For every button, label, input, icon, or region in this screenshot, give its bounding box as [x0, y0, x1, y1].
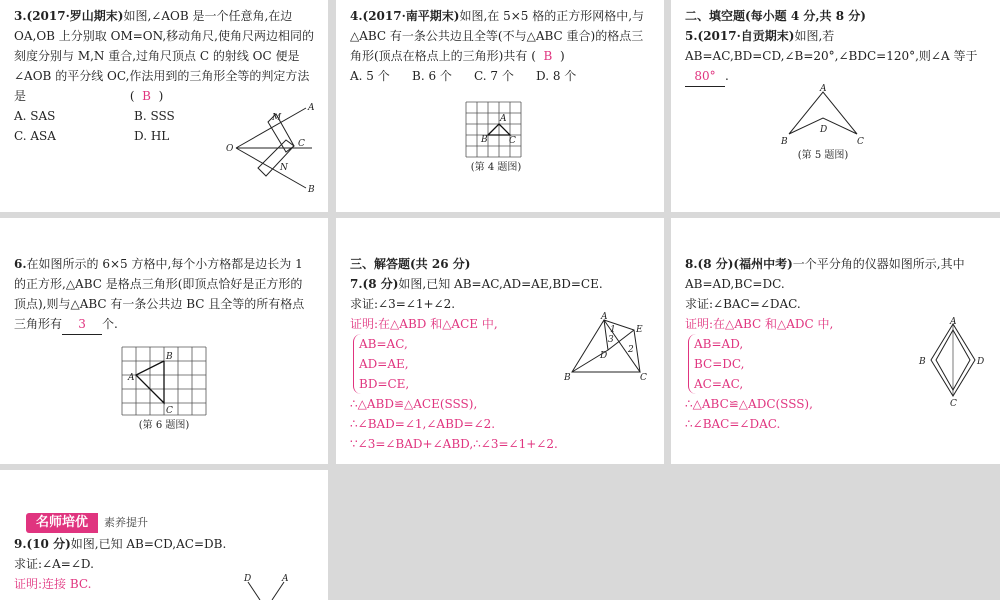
svg-text:C: C [857, 137, 864, 147]
svg-text:C: C [509, 136, 516, 146]
question-5-answer: 80° [685, 66, 725, 87]
question-3-text: 3.(2017·罗山期末)如图,∠AOB 是一个任意角,在边 OA,OB 上分别取 OM=ON,移动角尺,使角尺两边相同的刻度分别与 M,N 重合,过角尺顶点 C 的射线 OC 便是∠AOB 的平分线 OC,作法用到的三角形全等的判定方法是 ( B ) [14, 9, 314, 103]
question-7-panel: 三、解答题(共 26 分) 7.(8 分)如图,已知 AB=AC,AD=AE,BD=CE. 求证:∠3=∠1+∠2. 证明:在△ABD 和△ACE 中, AB=AC, AD=AE, BD=CE, ∴△ABD≌△ACE(SSS), ∴∠BAD=∠1,∠ABD=∠2. ∵∠3=∠BAD+∠ABD,∴∠3=∠1+∠2. A E 1 3 D 2 B C [336, 218, 664, 464]
svg-text:D: D [820, 125, 828, 135]
svg-text:D: D [977, 357, 985, 367]
svg-text:D: D [244, 574, 252, 584]
question-4-grid-figure [464, 100, 524, 160]
label-c: C [298, 139, 305, 149]
label-n: N [280, 163, 288, 173]
question-9-figure [238, 572, 298, 600]
svg-text:C: C [166, 406, 173, 416]
svg-text:A: A [950, 317, 957, 327]
question-6-text: 6.在如图所示的 6×5 方格中,每个小方格都是边长为 1 的正方形,△ABC 是格点三角形(即顶点恰好是正方形的顶点),则与△ABC 有一条公共边 BC 且全等的所有格点三角形有 3 个. [14, 254, 314, 335]
question-5-figure [779, 82, 869, 148]
svg-text:3: 3 [608, 335, 614, 345]
svg-text:A: A [128, 373, 135, 383]
section-fill-in-title: 二、填空题(每小题 4 分,共 8 分) [685, 9, 866, 23]
svg-text:E: E [636, 325, 643, 335]
label-m: M [272, 113, 282, 123]
svg-text:A: A [500, 114, 507, 124]
svg-text:D: D [600, 351, 608, 361]
question-6-answer: 3 [62, 314, 102, 335]
question-6-grid-figure [120, 345, 208, 417]
question-4-answer: B [543, 49, 553, 63]
option-b: B. SSS [134, 109, 175, 123]
svg-text:C: C [950, 399, 957, 408]
question-3-answer: B [142, 89, 151, 103]
question-8-panel: 8.(8 分)(福州中考)一个平分角的仪器如图所示,其中 AB=AD,BC=DC. 求证:∠BAC=∠DAC. 证明:在△ABC 和△ADC 中, AB=AD, BC=DC, AC=AC, ∴△ABC≌△ADC(SSS), ∴∠BAC=∠DAC. A B D C [671, 218, 1000, 464]
label-o: O [226, 144, 234, 154]
teacher-tip-badge: 名师培优 [26, 513, 98, 533]
question-8-proof: 证明:在△ABC 和△ADC 中, AB=AD, BC=DC, AC=AC, ∴△ABC≌△ADC(SSS), ∴∠BAC=∠DAC. [685, 314, 986, 434]
question-5-caption: (第 5 题图) [797, 150, 849, 161]
question-5-text: 5.(2017·自贡期末)如图,若 AB=AC,BD=CD,∠B=20°,∠BDC=120°,则∠A 等于80° . [685, 26, 986, 87]
question-7-proof: 证明:在△ABD 和△ACE 中, AB=AC, AD=AE, BD=CE, ∴△ABD≌△ACE(SSS), ∴∠BAD=∠1,∠ABD=∠2. ∵∠3=∠BAD+∠ABD,∴∠3=∠1+∠2. [350, 314, 650, 454]
question-3-panel [0, 0, 328, 212]
label-b: B [308, 185, 315, 195]
question-5-panel [671, 0, 1000, 212]
svg-text:B: B [781, 137, 788, 147]
option-d: D. HL [134, 129, 170, 143]
label-a: A [308, 103, 315, 113]
svg-text:C: C [640, 373, 647, 383]
question-6-caption: (第 6 题图) [138, 420, 190, 431]
question-7-figure [564, 310, 654, 386]
question-6-panel [0, 218, 328, 464]
question-3-figure [222, 100, 322, 196]
question-8-figure [917, 316, 993, 408]
section-solve-title: 三、解答题(共 26 分) [350, 257, 471, 271]
question-4-options: A. 5 个 B. 6 个 C. 7 个 D. 8 个 [350, 69, 577, 83]
option-c: C. ASA [14, 129, 56, 143]
svg-text:B: B [481, 135, 488, 145]
svg-text:A: A [601, 312, 608, 322]
question-9-panel: 名师培优 素养提升 9.(10 分)如图,已知 AB=CD,AC=DB. 求证:∠A=∠D. 证明:连接 BC. D A [0, 470, 328, 600]
svg-text:B: B [166, 352, 173, 362]
svg-text:A: A [820, 84, 827, 94]
svg-text:A: A [282, 574, 289, 584]
svg-text:B: B [919, 357, 926, 367]
svg-text:2: 2 [628, 345, 634, 355]
svg-text:1: 1 [610, 325, 616, 335]
question-4-caption: (第 4 题图) [470, 162, 522, 173]
question-4-panel [336, 0, 664, 212]
option-a: A. SAS [14, 109, 56, 123]
svg-text:B: B [564, 373, 571, 383]
question-4-text: 4.(2017·南平期末)如图,在 5×5 格的正方形网格中,与△ABC 有一条公共边且全等(不与△ABC 重合)的格点三角形(顶点在格点上的三角形)共有 ( B ) [350, 9, 645, 63]
